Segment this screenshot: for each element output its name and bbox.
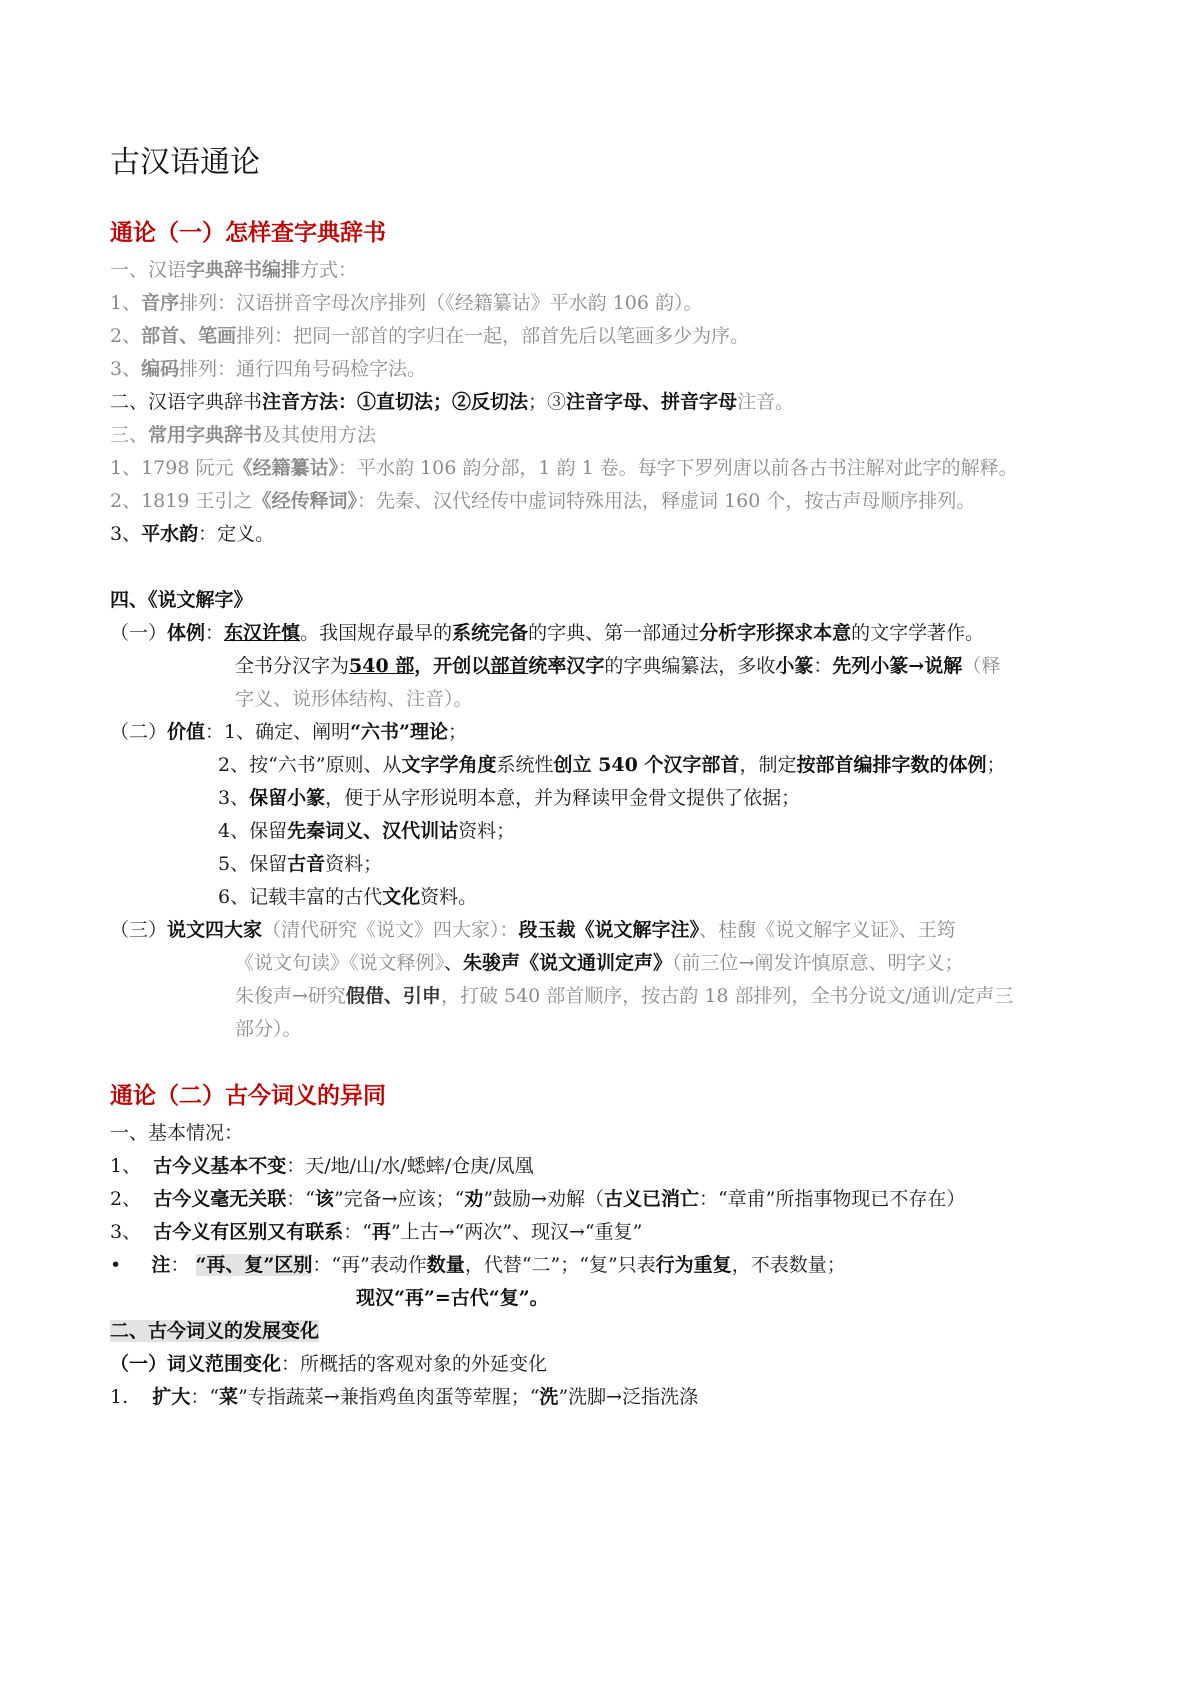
sec1-line-7: 1、1798 阮元《经籍纂诂》：平水韵 106 韵分部，1 韵 1 卷。每字下罗列唐以前各古书注解对此字的解释。 — [110, 457, 1018, 479]
bullet-icon: • — [110, 1254, 122, 1276]
sec1-line-9: 3、平水韵：定义。 — [110, 523, 275, 545]
sec2-line-6: 现汉“再”=古代“复”。 — [356, 1287, 549, 1309]
sec1-line-3: 2、部首、笔画排列：把同一部首的字归在一起，部首先后以笔画多少为序。 — [110, 325, 750, 347]
sec1-line-4: 3、编码排列：通行四角号码检字法。 — [110, 358, 427, 380]
shuowen-p2-line-1: （二）价值：1、确定、阐明“六书”理论； — [110, 721, 467, 743]
shuowen-p3-line-1: （三）说文四大家（清代研究《说文》四大家）：段玉裁《说文解字注》、桂馥《说文解字义证》、王筠 — [110, 919, 956, 941]
shuowen-p3-line-3: 朱俊声→研究假借、引申，打破 540 部首顺序，按古韵 18 部排列，全书分说文/通训/定声三 — [235, 985, 1014, 1007]
sec2-line-5: • 注： “再、复”区别：“再”表动作数量，代替“二”；“复”只表行为重复，不表数量； — [110, 1254, 846, 1276]
shuowen-p1-line-3: 字义、说形体结构、注音）。 — [235, 688, 473, 710]
shuowen-p3-line-4: 部分）。 — [235, 1018, 302, 1040]
shuowen-p3-line-2: 《说文句读》《说文释例》、朱骏声《说文通训定声》（前三位→阐发许慎原意、明字义； — [235, 952, 964, 974]
shuowen-p2-line-2: 2、按“六书”原则、从文字学角度系统性创立 540 个汉字部首，制定按部首编排字数的体例； — [218, 754, 1006, 776]
shuowen-p2-line-6: 6、记载丰富的古代文化资料。 — [218, 886, 478, 908]
sec2-line-2: 1、 古今义基本不变：天/地/山/水/蟋蟀/仓庚/凤凰 — [110, 1155, 534, 1177]
sec2-line-1: 一、基本情况： — [110, 1122, 244, 1144]
sec2-line-7: 二、古今词义的发展变化 — [110, 1320, 320, 1342]
section-heading-1: 通论（一）怎样查字典辞书 — [110, 219, 386, 246]
sec2-line-9: 1. 扩大：“菜”专指蔬菜→兼指鸡鱼肉蛋等荤腥；“洗”洗脚→泛指洗涤 — [110, 1386, 699, 1408]
sec1-line-5: 二、汉语字典辞书注音方法：①直切法；②反切法；③注音字母、拼音字母注音。 — [110, 391, 795, 413]
document-title: 古汉语通论 — [110, 145, 260, 180]
shuowen-p1-line-1: （一）体例：东汉许慎。我国规存最早的系统完备的字典、第一部通过分析字形探求本意的文字学著作。 — [110, 622, 985, 644]
shuowen-p2-line-4: 4、保留先秦词义、汉代训诂资料； — [218, 820, 516, 842]
shuowen-p1-line-2: 全书分汉字为540 部，开创以部首统率汉字的字典编纂法，多收小篆：先列小篆→说解（释 — [235, 655, 1001, 677]
shuowen-p2-line-5: 5、保留古音资料； — [218, 853, 383, 875]
sec2-line-8: （一）词义范围变化：所概括的客观对象的外延变化 — [110, 1353, 548, 1375]
sec1-line-2: 1、音序排列：汉语拼音字母次序排列（《经籍纂诂》平水韵 106 韵）。 — [110, 292, 703, 314]
sec2-line-4: 3、 古今义有区别又有联系：“再”上古→“两次”、现汉→“重复” — [110, 1221, 643, 1243]
sec1-line-6: 三、常用字典辞书及其使用方法 — [110, 424, 377, 446]
shuowen-p2-line-3: 3、保留小篆，便于从字形说明本意，并为释读甲金骨文提供了依据； — [218, 787, 801, 809]
sec1-line-1: 一、汉语字典辞书编排方式： — [110, 259, 358, 281]
shuowen-heading: 四、《说文解字》 — [110, 589, 253, 611]
sec2-line-3: 2、 古今义毫无关联：“该”完备→应该；“劝”鼓励→劝解（古义已消亡：“章甫”所指事物现已不存在） — [110, 1188, 966, 1210]
sec1-line-8: 2、1819 王引之《经传释词》：先秦、汉代经传中虚词特殊用法，释虚词 160 个，按古声母顺序排列。 — [110, 490, 976, 512]
section-heading-2: 通论（二）古今词义的异同 — [110, 1082, 386, 1109]
